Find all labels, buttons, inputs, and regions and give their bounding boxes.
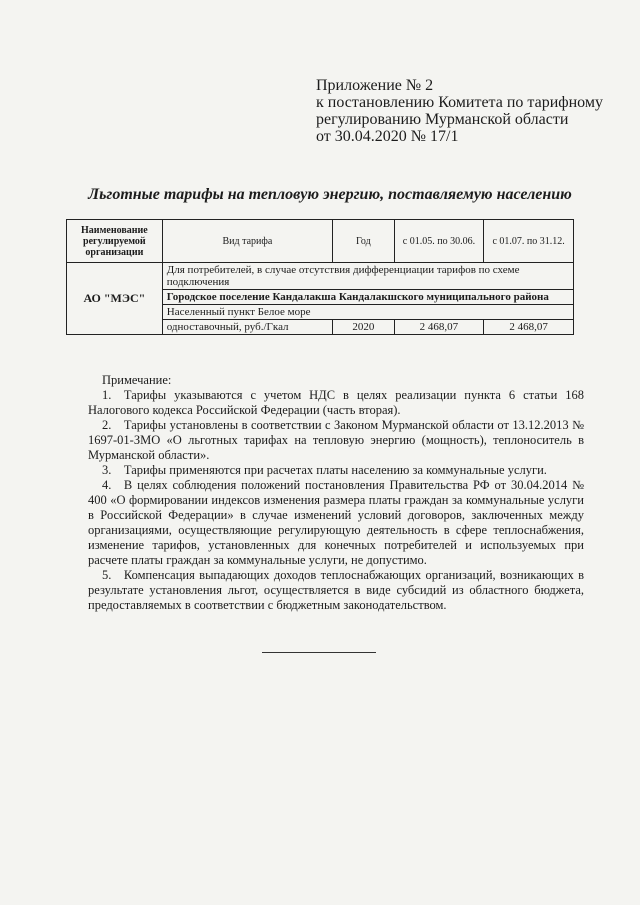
row-municipality: Городское поселение Кандалакша Кандалакшского муниципального района — [162, 290, 573, 305]
note-item-5: 5. Компенсация выпадающих доходов теплоснабжающих организаций, возникающих в результате установления льгот, осуществляется в виде субсидий из областного бюджета, предоставляемых в соответствии с бюджетным законодательством. — [88, 568, 584, 612]
document-title: Льготные тарифы на тепловую энергию, поставляемую населению — [88, 186, 572, 203]
end-divider — [262, 652, 376, 653]
tariff-type: одноставочный, руб./Гкал — [162, 320, 332, 335]
org-name: АО "МЭС" — [67, 263, 163, 335]
header-type: Вид тарифа — [162, 220, 332, 263]
notes-label: Примечание: — [102, 373, 172, 387]
appendix-line-3: регулированию Мурманской области — [316, 111, 569, 128]
header-period-2: с 01.07. по 31.12. — [484, 220, 574, 263]
header-org: Наименование регулируемой организации — [67, 220, 163, 263]
tariff-value-2: 2 468,07 — [484, 320, 574, 335]
tariff-year: 2020 — [333, 320, 394, 335]
table-header-row — [67, 220, 574, 263]
tariff-table — [66, 219, 574, 335]
tariff-value-1: 2 468,07 — [394, 320, 484, 335]
note-item-3: 3. Тарифы применяются при расчетах платы населению за коммунальные услуги. — [102, 463, 547, 477]
note-item-1: 1. Тарифы указываются с учетом НДС в целях реализации пункта 6 статьи 168 Налогового кодекса Российской Федерации (часть вторая). — [88, 388, 584, 417]
note-item-2: 2. Тарифы установлены в соответствии с Законом Мурманской области от 13.12.2013 № 1697-01-ЗМО «О льготных тарифах на тепловую энергию (мощность), теплоноситель в Мурманской области». — [88, 418, 584, 462]
notes-section — [88, 373, 584, 613]
appendix-line-4: от 30.04.2020 № 17/1 — [316, 128, 459, 145]
appendix-line-1: Приложение № 2 — [316, 77, 434, 94]
note-item-4: 4. В целях соблюдения положений постановления Правительства РФ от 30.04.2014 № 400 «О формировании индексов изменения размера платы граждан за коммунальные услуги в Российской Федерации» в случае изменений условий договоров, заключенных между организациями, осуществляющие регулирующую деятельность в сфере теплоснабжения, изменение тарифов, установленных для конечных потребителей и используемых при расчете платы граждан за коммунальные услуги, не допустимо. — [88, 478, 584, 567]
header-period-1: с 01.05. по 30.06. — [394, 220, 484, 263]
table-row — [67, 263, 574, 290]
row-settlement: Населенный пункт Белое море — [162, 305, 573, 320]
appendix-line-2: к постановлению Комитета по тарифному — [316, 94, 603, 111]
header-year: Год — [333, 220, 394, 263]
appendix-header — [316, 77, 616, 145]
row-consumers: Для потребителей, в случае отсутствия дифференциации тарифов по схеме подключения — [162, 263, 573, 290]
